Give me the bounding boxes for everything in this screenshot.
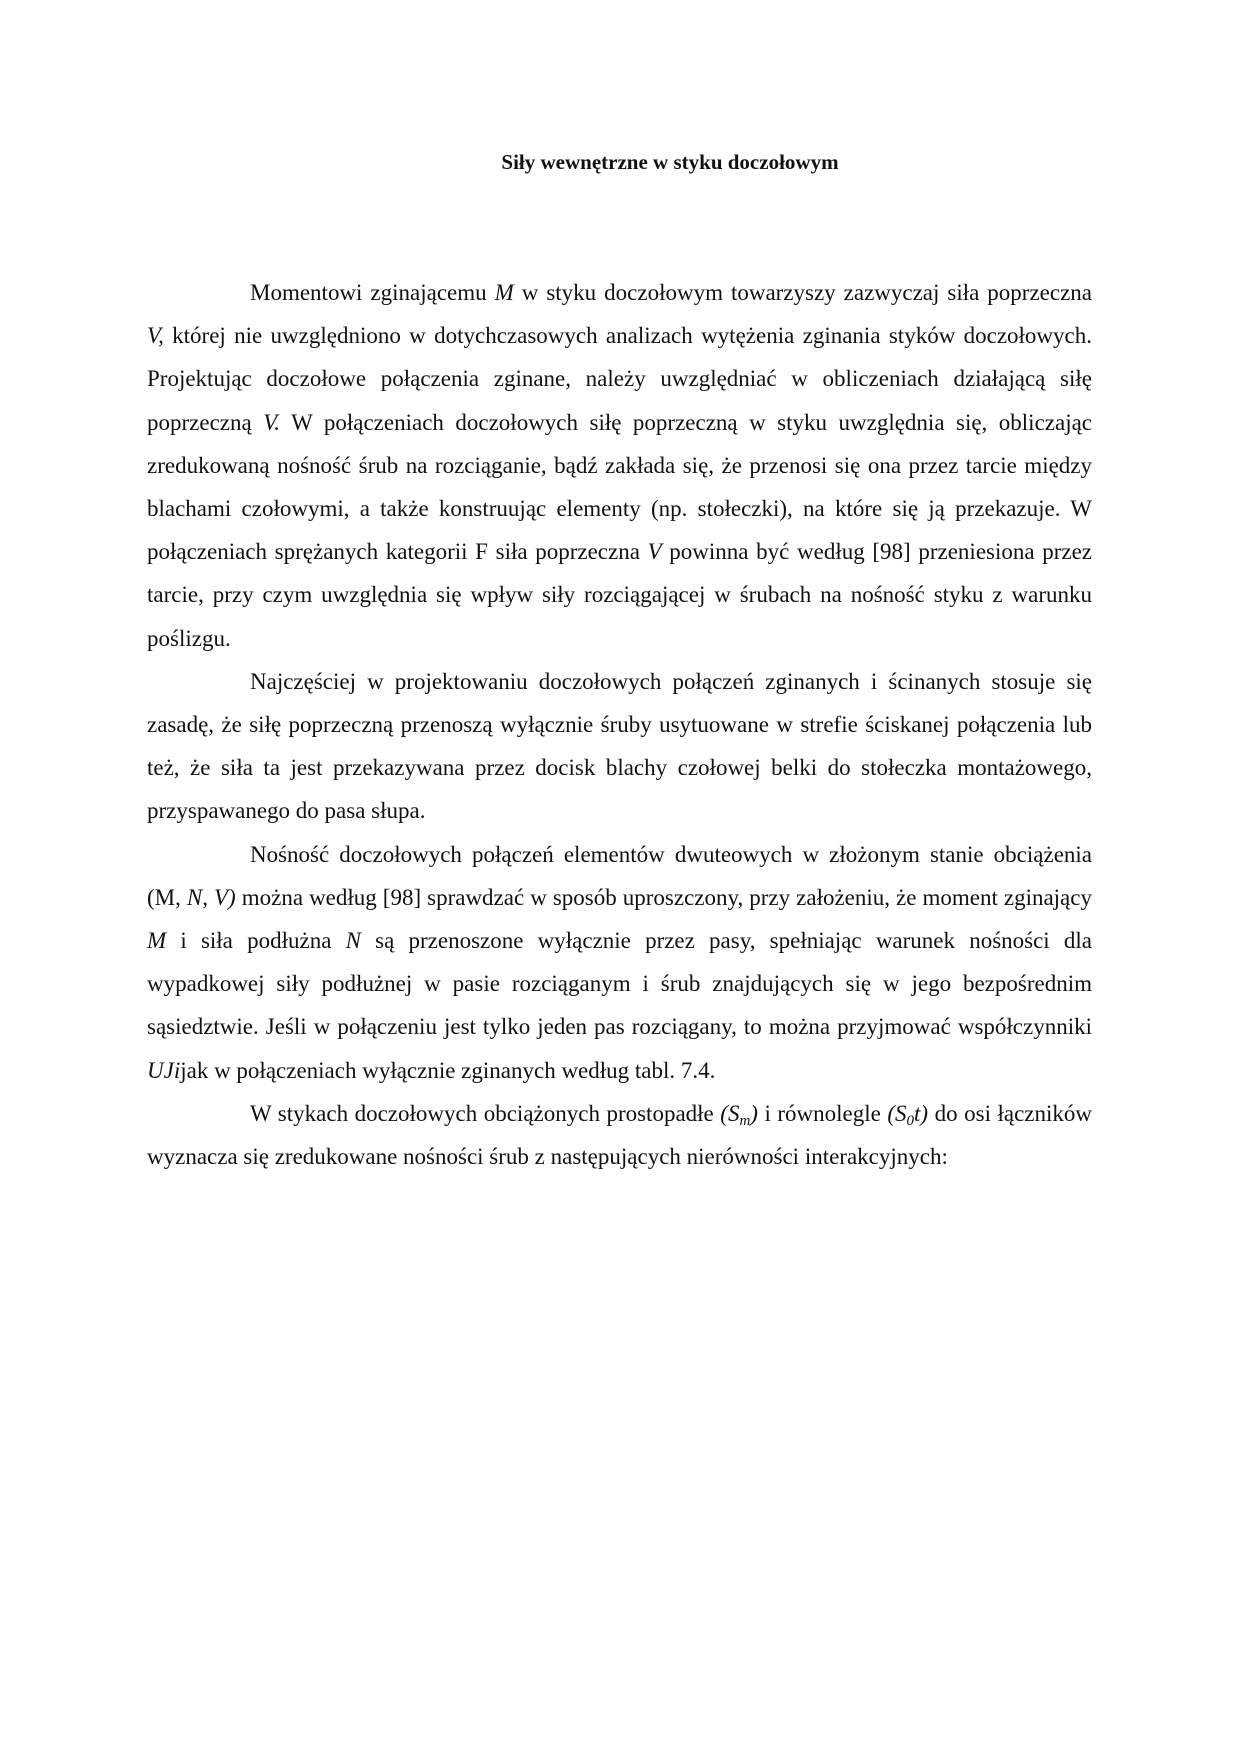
italic-symbol: V	[647, 539, 662, 565]
paragraph	[147, 833, 1092, 1092]
text-run: Momentowi zginającemu	[250, 280, 495, 305]
text-run: W połączeniach doczołowych siłę poprzeczną w styku uwzględnia się, obliczając zredukowaną nośność śrub na rozciąganie, bądź zakłada się, że przenosi się ona przez tarcie między blachami czołowymi, a także konstruując elementy (np. stołeczki), na które się ją przekazuje. W połączeniach sprężanych kategorii F siła poprzeczna	[147, 409, 1093, 565]
italic-symbol: (S	[887, 1100, 907, 1126]
paragraph	[147, 1092, 1092, 1178]
text-run: Nośność doczołowych połączeń elementów dwuteowych w złożonym stanie obciążenia (M,	[147, 841, 1092, 910]
paragraph	[147, 660, 1092, 833]
text-run: W stykach doczołowych obciążonych prostopadłe	[250, 1100, 721, 1126]
italic-symbol: M	[494, 280, 514, 305]
italic-symbol: M	[147, 928, 167, 954]
italic-symbol: )	[750, 1100, 758, 1126]
text-run: są przenoszone wyłącznie przez pasy, spełniając warunek nośności dla wypadkowej siły podłużnej w pasie rozciąganym i śrub znajdujących się w jego bezpośrednim sąsiedztwie. Jeśli w połączeniu jest tylko jeden pas rozciągany, to można przyjmować współczynniki	[147, 928, 1092, 1040]
italic-symbol: V,	[147, 323, 164, 349]
text-run: i równolegle	[757, 1100, 888, 1126]
subscript-text: m	[739, 1112, 751, 1129]
text-run: do osi łączników wyznacza się zredukowane nośności śrub z następujących nierówności interakcyjnych:	[147, 1100, 1093, 1170]
text-run: jak w połączeniach wyłącznie zginanych według tabl. 7.4.	[180, 1057, 716, 1083]
text-run: w styku doczołowym towarzyszy zazwyczaj siła poprzeczna	[513, 280, 1092, 305]
document-body	[147, 271, 1092, 1178]
italic-symbol: (S	[720, 1100, 740, 1126]
text-run: można według [98] sprawdzać w sposób uproszczony, przy założeniu, że moment zginający	[235, 884, 1092, 910]
text-run: powinna być według [98] przeniesiona przez tarcie, przy czym uwzględnia się wpływ siły rozciągającej w śrubach na nośność styku z warunku poślizgu.	[147, 539, 1093, 651]
italic-symbol: N, V)	[186, 884, 236, 910]
text-run: Najczęściej w projektowaniu doczołowych połączeń zginanych i ścinanych stosuje się zasadę, że siłę poprzeczną przenoszą wyłącznie śruby usytuowane w strefie ściskanej połączenia lub też, że siła ta jest przekazywana przez docisk blachy czołowej belki do stołeczka montażowego, przyspawanego do pasa słupa.	[147, 668, 1092, 824]
text-run: i siła podłużna	[166, 928, 346, 954]
italic-symbol: V.	[263, 409, 281, 435]
italic-symbol: t)	[914, 1100, 929, 1126]
text-run: której nie uwzględniono w dotychczasowych analizach wytężenia zginania styków doczołowych. Projektując doczołowe połączenia zginane, należy uwzględniać w obliczeniach działającą siłę poprzeczną	[147, 323, 1092, 435]
italic-symbol: UJi	[147, 1057, 181, 1083]
document-title: Siły wewnętrzne w styku doczołowym	[501, 150, 839, 174]
paragraph	[147, 271, 1092, 660]
italic-symbol: N	[345, 928, 361, 954]
subscript-text: 0	[906, 1112, 915, 1129]
